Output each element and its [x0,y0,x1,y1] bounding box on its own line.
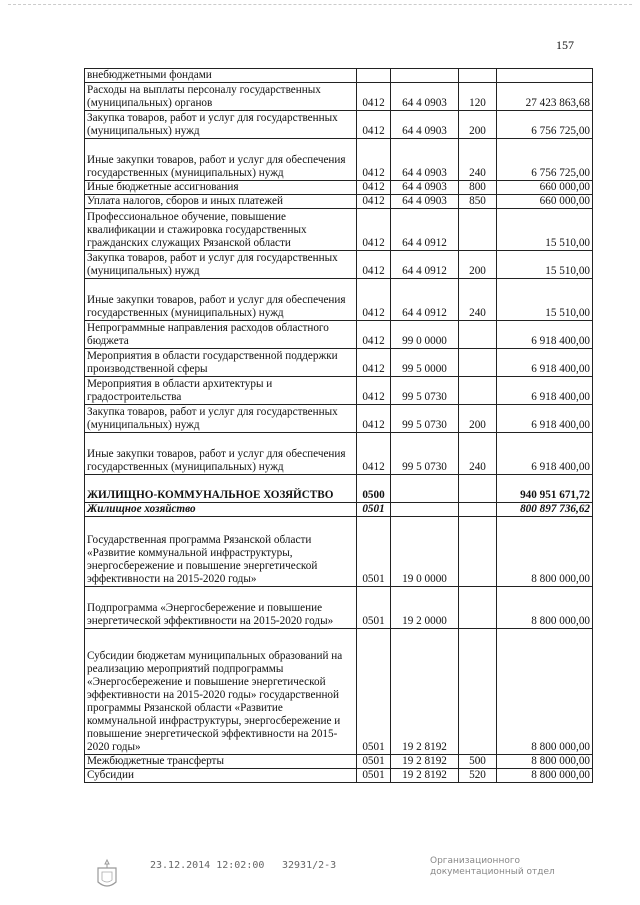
row-amount: 6 918 400,00 [497,321,593,349]
row-article-code: 19 2 8192 [391,755,459,769]
page-number: 157 [556,38,574,52]
table-row [85,251,593,279]
row-article-code: 19 0 0000 [391,517,459,587]
row-expense-kind [459,377,497,405]
table-row [85,475,593,503]
row-amount: 15 510,00 [497,251,593,279]
row-article-code [391,475,459,503]
row-article-code: 64 4 0903 [391,111,459,139]
row-article-code [391,69,459,83]
row-expense-kind [459,321,497,349]
row-expense-kind [459,349,497,377]
table-row [85,349,593,377]
footer-document-code: 32931/2-3 [282,860,337,871]
row-expense-kind: 850 [459,195,497,209]
row-amount: 8 800 000,00 [497,517,593,587]
table-row [85,69,593,83]
footer [0,856,640,896]
row-section-code: 0412 [357,279,391,321]
stamp-line-1: Организационного [430,856,521,866]
row-article-code [391,503,459,517]
row-section-code: 0412 [357,111,391,139]
row-section-code: 0412 [357,349,391,377]
table-row [85,195,593,209]
row-section-code: 0412 [357,181,391,195]
row-expense-kind: 120 [459,83,497,111]
row-article-code: 64 4 0912 [391,251,459,279]
row-section-code: 0501 [357,587,391,629]
row-name: внебюджетными фондами [85,69,357,83]
row-expense-kind [459,209,497,251]
department-stamp [430,856,560,878]
row-name: Жилищное хозяйство [85,503,357,517]
row-section-code: 0412 [357,433,391,475]
row-expense-kind: 200 [459,251,497,279]
row-amount: 8 800 000,00 [497,755,593,769]
table-row [85,321,593,349]
row-expense-kind [459,629,497,755]
row-section-code [357,69,391,83]
row-amount: 6 918 400,00 [497,349,593,377]
row-section-code: 0501 [357,769,391,783]
row-section-code: 0412 [357,209,391,251]
table-row [85,377,593,405]
row-article-code: 99 5 0730 [391,377,459,405]
row-name: Закупка товаров, работ и услуг для государственных (муниципальных) нужд [85,111,357,139]
row-name: Межбюджетные трансферты [85,755,357,769]
row-expense-kind: 520 [459,769,497,783]
row-name: Подпрограмма «Энергосбережение и повышение энергетической эффективности на 2015-2020 годы» [85,587,357,629]
row-name: Иные закупки товаров, работ и услуг для обеспечения государственных (муниципальных) нужд [85,279,357,321]
row-section-code: 0501 [357,503,391,517]
row-name: Уплата налогов, сборов и иных платежей [85,195,357,209]
table-row [85,209,593,251]
table-row [85,503,593,517]
row-amount: 15 510,00 [497,209,593,251]
row-article-code: 64 4 0903 [391,83,459,111]
scan-edge-line [8,4,632,5]
table-row [85,83,593,111]
row-amount: 8 800 000,00 [497,587,593,629]
row-name: Иные закупки товаров, работ и услуг для обеспечения государственных (муниципальных) нужд [85,433,357,475]
row-amount: 6 918 400,00 [497,433,593,475]
row-amount: 6 756 725,00 [497,139,593,181]
row-amount: 940 951 671,72 [497,475,593,503]
row-expense-kind: 240 [459,433,497,475]
footer-timestamp: 23.12.2014 12:02:00 [150,860,265,871]
table-row [85,111,593,139]
table-row [85,629,593,755]
row-section-code: 0412 [357,405,391,433]
row-article-code: 99 5 0000 [391,349,459,377]
row-section-code: 0412 [357,83,391,111]
row-expense-kind [459,503,497,517]
table-row [85,755,593,769]
row-expense-kind: 500 [459,755,497,769]
row-article-code: 99 5 0730 [391,433,459,475]
row-amount: 6 918 400,00 [497,377,593,405]
row-article-code: 99 0 0000 [391,321,459,349]
row-amount [497,69,593,83]
table-row [85,405,593,433]
row-section-code: 0412 [357,195,391,209]
row-article-code: 64 4 0903 [391,195,459,209]
row-amount: 15 510,00 [497,279,593,321]
row-article-code: 64 4 0903 [391,139,459,181]
row-amount: 8 800 000,00 [497,769,593,783]
table-row [85,517,593,587]
coat-of-arms-icon [92,858,122,892]
row-name: ЖИЛИЩНО-КОММУНАЛЬНОЕ ХОЗЯЙСТВО [85,475,357,503]
row-article-code: 64 4 0912 [391,209,459,251]
row-section-code: 0412 [357,377,391,405]
stamp-line-2: документационный отдел [430,867,555,877]
row-name: Профессиональное обучение, повышение квалификации и стажировка государственных гражданских служащих Рязанской области [85,209,357,251]
table-row [85,433,593,475]
row-article-code: 19 2 8192 [391,769,459,783]
row-name: Закупка товаров, работ и услуг для государственных (муниципальных) нужд [85,251,357,279]
row-amount: 6 756 725,00 [497,111,593,139]
row-name: Непрограммные направления расходов областного бюджета [85,321,357,349]
row-amount: 6 918 400,00 [497,405,593,433]
row-expense-kind: 200 [459,405,497,433]
table-row [85,181,593,195]
row-amount: 8 800 000,00 [497,629,593,755]
row-article-code: 64 4 0912 [391,279,459,321]
row-name: Закупка товаров, работ и услуг для государственных (муниципальных) нужд [85,405,357,433]
row-section-code: 0500 [357,475,391,503]
row-expense-kind [459,587,497,629]
row-expense-kind [459,69,497,83]
row-name: Иные закупки товаров, работ и услуг для обеспечения государственных (муниципальных) нужд [85,139,357,181]
row-name: Государственная программа Рязанской области «Развитие коммунальной инфраструктуры, энергосбережение и повышение энергетической эффективности на 2015-2020 годы» [85,517,357,587]
row-section-code: 0412 [357,139,391,181]
row-article-code: 64 4 0903 [391,181,459,195]
budget-table [84,68,593,783]
row-expense-kind [459,517,497,587]
row-name: Субсидии [85,769,357,783]
row-amount: 27 423 863,68 [497,83,593,111]
row-section-code: 0412 [357,251,391,279]
table-row [85,279,593,321]
row-name: Расходы на выплаты персоналу государственных (муниципальных) органов [85,83,357,111]
row-expense-kind [459,475,497,503]
row-expense-kind: 800 [459,181,497,195]
row-name: Иные бюджетные ассигнования [85,181,357,195]
row-name: Мероприятия в области архитектуры и градостроительства [85,377,357,405]
row-amount: 660 000,00 [497,181,593,195]
row-section-code: 0501 [357,755,391,769]
row-section-code: 0501 [357,517,391,587]
row-name: Мероприятия в области государственной поддержки производственной сферы [85,349,357,377]
row-expense-kind: 240 [459,139,497,181]
row-expense-kind: 240 [459,279,497,321]
table-row [85,139,593,181]
row-name: Субсидии бюджетам муниципальных образований на реализацию мероприятий подпрограммы «Энергосбережение и повышение энергетической эффективности на 2015-2020 годы» государственной программы Рязанской области «Развитие коммунальной инфраструктуры, энергосбережение и повышение энергетической эффективности на 2015-2020 годы» [85,629,357,755]
row-article-code: 99 5 0730 [391,405,459,433]
table-row [85,587,593,629]
row-section-code: 0412 [357,321,391,349]
table-row [85,769,593,783]
row-article-code: 19 2 8192 [391,629,459,755]
row-expense-kind: 200 [459,111,497,139]
row-section-code: 0501 [357,629,391,755]
row-amount: 800 897 736,62 [497,503,593,517]
row-amount: 660 000,00 [497,195,593,209]
row-article-code: 19 2 0000 [391,587,459,629]
